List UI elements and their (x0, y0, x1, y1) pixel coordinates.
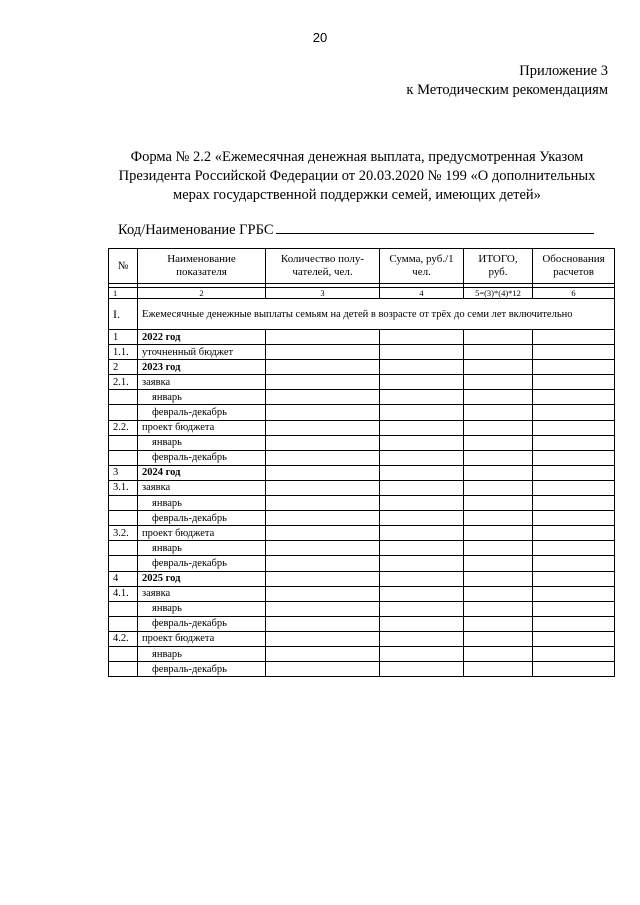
form-title-line-1: Форма № 2.2 «Ежемесячная денежная выплата, предусмотренная Указом (130, 149, 584, 165)
empty-value-cell (533, 646, 615, 661)
row-name: февраль-декабрь (138, 662, 266, 677)
empty-value-cell (266, 435, 380, 450)
column-number: 2 (138, 288, 266, 299)
row-code: 4.1. (109, 586, 138, 601)
row-code: 2 (109, 360, 138, 375)
empty-value-cell (266, 420, 380, 435)
table-row (109, 360, 615, 375)
row-code (109, 601, 138, 616)
empty-value-cell (533, 526, 615, 541)
table-row (109, 480, 615, 495)
empty-value-cell (380, 375, 464, 390)
empty-value-cell (380, 541, 464, 556)
row-code (109, 496, 138, 511)
row-code (109, 616, 138, 631)
table-row (109, 541, 615, 556)
empty-value-cell (533, 375, 615, 390)
appendix-line-2: к Методическим рекомендациям (406, 82, 608, 98)
empty-value-cell (464, 450, 533, 465)
empty-value-cell (266, 405, 380, 420)
table-row (109, 556, 615, 571)
empty-value-cell (464, 586, 533, 601)
empty-value-cell (464, 465, 533, 480)
empty-value-cell (464, 390, 533, 405)
row-code: 3.2. (109, 526, 138, 541)
empty-value-cell (533, 420, 615, 435)
empty-value-cell (380, 345, 464, 360)
empty-value-cell (380, 646, 464, 661)
empty-value-cell (266, 616, 380, 631)
row-name: январь (138, 601, 266, 616)
row-name: февраль-декабрь (138, 405, 266, 420)
empty-value-cell (266, 375, 380, 390)
table-header-row (109, 249, 615, 284)
empty-value-cell (464, 662, 533, 677)
table-row (109, 375, 615, 390)
page-number: 20 (312, 30, 328, 45)
row-code (109, 662, 138, 677)
section-row (109, 299, 615, 330)
row-code: 4 (109, 571, 138, 586)
table-row (109, 330, 615, 345)
grbs-field (118, 220, 594, 239)
row-code (109, 405, 138, 420)
empty-value-cell (266, 601, 380, 616)
empty-value-cell (266, 571, 380, 586)
empty-value-cell (533, 586, 615, 601)
empty-value-cell (380, 556, 464, 571)
empty-value-cell (533, 405, 615, 420)
empty-value-cell (266, 586, 380, 601)
empty-value-cell (380, 526, 464, 541)
row-name: январь (138, 435, 266, 450)
table-row (109, 405, 615, 420)
table-row (109, 662, 615, 677)
empty-value-cell (533, 541, 615, 556)
table-row (109, 345, 615, 360)
empty-value-cell (266, 662, 380, 677)
empty-value-cell (380, 511, 464, 526)
empty-value-cell (380, 571, 464, 586)
empty-value-cell (380, 616, 464, 631)
empty-value-cell (533, 480, 615, 495)
table-row (109, 631, 615, 646)
row-name: февраль-декабрь (138, 511, 266, 526)
row-name: проект бюджета (138, 631, 266, 646)
empty-value-cell (533, 330, 615, 345)
empty-value-cell (464, 556, 533, 571)
empty-value-cell (464, 375, 533, 390)
row-code: 4.2. (109, 631, 138, 646)
empty-value-cell (380, 465, 464, 480)
empty-value-cell (464, 435, 533, 450)
empty-value-cell (380, 631, 464, 646)
form-title (100, 148, 614, 205)
empty-value-cell (266, 541, 380, 556)
table-row (109, 601, 615, 616)
empty-value-cell (266, 450, 380, 465)
table-row (109, 390, 615, 405)
row-code: 2.1. (109, 375, 138, 390)
empty-value-cell (533, 662, 615, 677)
empty-value-cell (533, 360, 615, 375)
empty-value-cell (464, 496, 533, 511)
empty-value-cell (380, 586, 464, 601)
empty-value-cell (380, 496, 464, 511)
empty-value-cell (380, 662, 464, 677)
empty-value-cell (380, 435, 464, 450)
row-code: 2.2. (109, 420, 138, 435)
empty-value-cell (533, 571, 615, 586)
empty-value-cell (380, 330, 464, 345)
row-name: заявка (138, 586, 266, 601)
table-row (109, 435, 615, 450)
empty-value-cell (266, 511, 380, 526)
empty-value-cell (533, 496, 615, 511)
grbs-blank-line (276, 220, 594, 234)
table-row (109, 496, 615, 511)
row-code (109, 390, 138, 405)
empty-value-cell (533, 616, 615, 631)
empty-value-cell (464, 345, 533, 360)
header-cell: Количество полу-чателей, чел. (266, 249, 380, 284)
empty-value-cell (266, 390, 380, 405)
empty-value-cell (464, 360, 533, 375)
table-row (109, 465, 615, 480)
row-name: 2022 год (138, 330, 266, 345)
empty-value-cell (464, 511, 533, 526)
empty-value-cell (266, 646, 380, 661)
empty-value-cell (266, 496, 380, 511)
empty-value-cell (380, 390, 464, 405)
empty-value-cell (533, 450, 615, 465)
empty-value-cell (380, 450, 464, 465)
row-name: 2023 год (138, 360, 266, 375)
form-table (108, 248, 615, 677)
row-code (109, 646, 138, 661)
appendix-line-1: Приложение 3 (519, 63, 608, 79)
empty-value-cell (464, 420, 533, 435)
form-title-line-2: Президента Российской Федерации от 20.03.2020 № 199 «О дополнительных (118, 168, 596, 184)
empty-value-cell (533, 345, 615, 360)
header-cell: № (109, 249, 138, 284)
table-row (109, 571, 615, 586)
column-number: 4 (380, 288, 464, 299)
column-number-row (109, 288, 615, 299)
empty-value-cell (464, 646, 533, 661)
section-code: I. (109, 299, 138, 330)
empty-value-cell (464, 541, 533, 556)
empty-value-cell (533, 435, 615, 450)
row-name: уточненный бюджет (138, 345, 266, 360)
empty-value-cell (380, 480, 464, 495)
header-cell: Сумма, руб./1 чел. (380, 249, 464, 284)
row-code: 1.1. (109, 345, 138, 360)
row-name: январь (138, 496, 266, 511)
appendix-reference (406, 62, 608, 100)
header-cell: Наименование показателя (138, 249, 266, 284)
empty-value-cell (533, 511, 615, 526)
empty-value-cell (464, 480, 533, 495)
empty-value-cell (533, 390, 615, 405)
empty-value-cell (380, 360, 464, 375)
empty-value-cell (266, 526, 380, 541)
column-number: 6 (533, 288, 615, 299)
row-code (109, 511, 138, 526)
empty-value-cell (266, 556, 380, 571)
table-row (109, 526, 615, 541)
row-name: 2024 год (138, 465, 266, 480)
empty-value-cell (266, 330, 380, 345)
row-code (109, 556, 138, 571)
empty-value-cell (380, 601, 464, 616)
row-code: 3 (109, 465, 138, 480)
row-name: февраль-декабрь (138, 450, 266, 465)
empty-value-cell (464, 616, 533, 631)
empty-value-cell (533, 601, 615, 616)
table-row (109, 586, 615, 601)
table-row (109, 450, 615, 465)
row-name: январь (138, 541, 266, 556)
empty-value-cell (266, 360, 380, 375)
empty-value-cell (533, 465, 615, 480)
empty-value-cell (464, 601, 533, 616)
row-name: проект бюджета (138, 420, 266, 435)
row-name: проект бюджета (138, 526, 266, 541)
empty-value-cell (266, 631, 380, 646)
header-cell: Обоснования расчетов (533, 249, 615, 284)
empty-value-cell (266, 465, 380, 480)
row-name: заявка (138, 480, 266, 495)
grbs-label: Код/Наименование ГРБС (118, 222, 274, 238)
header-cell: ИТОГО, руб. (464, 249, 533, 284)
column-number: 1 (109, 288, 138, 299)
row-code: 1 (109, 330, 138, 345)
row-code (109, 435, 138, 450)
table-row (109, 616, 615, 631)
section-title: Ежемесячные денежные выплаты семьям на детей в возрасте от трёх до семи лет включительно (138, 299, 615, 330)
row-code (109, 541, 138, 556)
row-name: февраль-декабрь (138, 556, 266, 571)
row-name: заявка (138, 375, 266, 390)
column-number: 3 (266, 288, 380, 299)
empty-value-cell (266, 480, 380, 495)
row-code (109, 450, 138, 465)
column-number: 5=(3)*(4)*12 (464, 288, 533, 299)
empty-value-cell (464, 405, 533, 420)
row-name: 2025 год (138, 571, 266, 586)
empty-value-cell (464, 526, 533, 541)
row-name: февраль-декабрь (138, 616, 266, 631)
empty-value-cell (464, 330, 533, 345)
empty-value-cell (464, 571, 533, 586)
row-name: январь (138, 646, 266, 661)
table-row (109, 511, 615, 526)
row-name: январь (138, 390, 266, 405)
form-title-line-3: мерах государственной поддержки семей, имеющих детей» (173, 187, 541, 203)
empty-value-cell (533, 631, 615, 646)
empty-value-cell (266, 345, 380, 360)
empty-value-cell (464, 631, 533, 646)
table-row (109, 420, 615, 435)
table-row (109, 646, 615, 661)
empty-value-cell (380, 405, 464, 420)
empty-value-cell (380, 420, 464, 435)
row-code: 3.1. (109, 480, 138, 495)
empty-value-cell (533, 556, 615, 571)
